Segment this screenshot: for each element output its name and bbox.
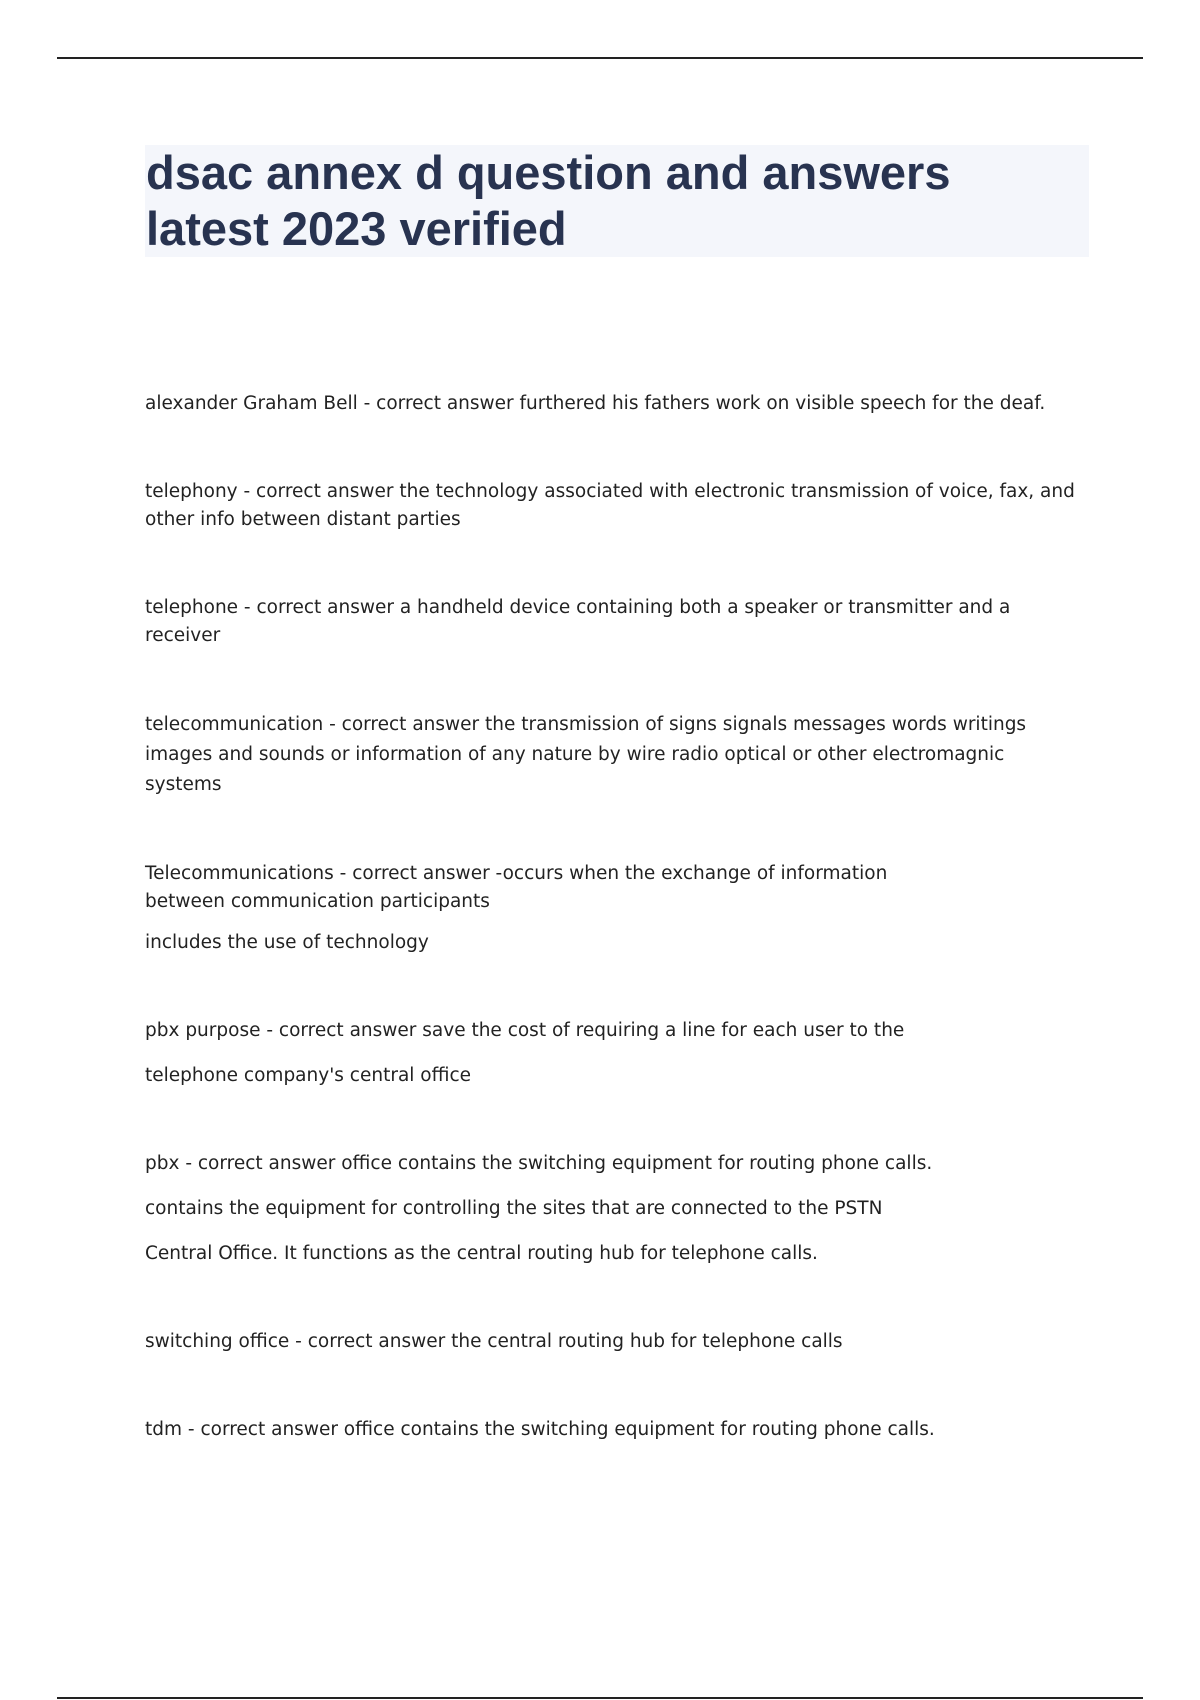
qa-entry-text: pbx - correct answer office contains the switching equipment for routing phone calls. [145, 1153, 933, 1174]
qa-entry-text: telecommunication - correct answer the transmission of signs signals messages words writings images and sounds or information of any nature by wire radio optical or other electromagnic systems [145, 714, 1027, 795]
document-title-line-2: latest 2023 verified [146, 202, 567, 255]
document-title-block [145, 145, 1089, 257]
qa-entry-text: tdm - correct answer office contains the switching equipment for routing phone calls. [145, 1419, 935, 1440]
qa-entry-text-continued: contains the equipment for controlling the sites that are connected to the PSTN [145, 1198, 883, 1219]
qa-entry-text-continued: telephone company's central office [145, 1065, 472, 1086]
qa-entry-telecommunications [145, 860, 1085, 957]
footer-rule [57, 1697, 1143, 1699]
qa-entry-switching-office [145, 1328, 1085, 1356]
qa-entry-text-continued: includes the use of technology [145, 932, 429, 953]
document-title [146, 145, 1089, 257]
qa-entry-text: Telecommunications - correct answer -occurs when the exchange of information between communication participants [145, 863, 888, 912]
qa-entry-text: telephony - correct answer the technology associated with electronic transmission of voice, fax, and other info between distant parties [145, 481, 1075, 530]
qa-entry-pbx [145, 1150, 1085, 1268]
qa-list [145, 390, 1085, 1504]
qa-entry-telecommunication [145, 710, 1085, 800]
qa-entry-telephony [145, 478, 1085, 534]
qa-entry-tdm [145, 1416, 1085, 1444]
qa-entry-pbx-purpose [145, 1017, 1085, 1090]
qa-entry-telephone [145, 594, 1085, 650]
qa-entry-text: telephone - correct answer a handheld device containing both a speaker or transmitter and a receiver [145, 597, 1011, 646]
qa-entry-text-continued: Central Office. It functions as the central routing hub for telephone calls. [145, 1243, 818, 1264]
qa-entry-text: alexander Graham Bell - correct answer furthered his fathers work on visible speech for the deaf. [145, 393, 1046, 414]
header-rule [57, 57, 1143, 59]
document-title-line-1: dsac annex d question and answers [146, 146, 951, 199]
qa-entry-text: switching office - correct answer the central routing hub for telephone calls [145, 1331, 843, 1352]
qa-entry-alexander-graham-bell [145, 390, 1085, 418]
qa-entry-text: pbx purpose - correct answer save the cost of requiring a line for each user to the [145, 1020, 905, 1041]
